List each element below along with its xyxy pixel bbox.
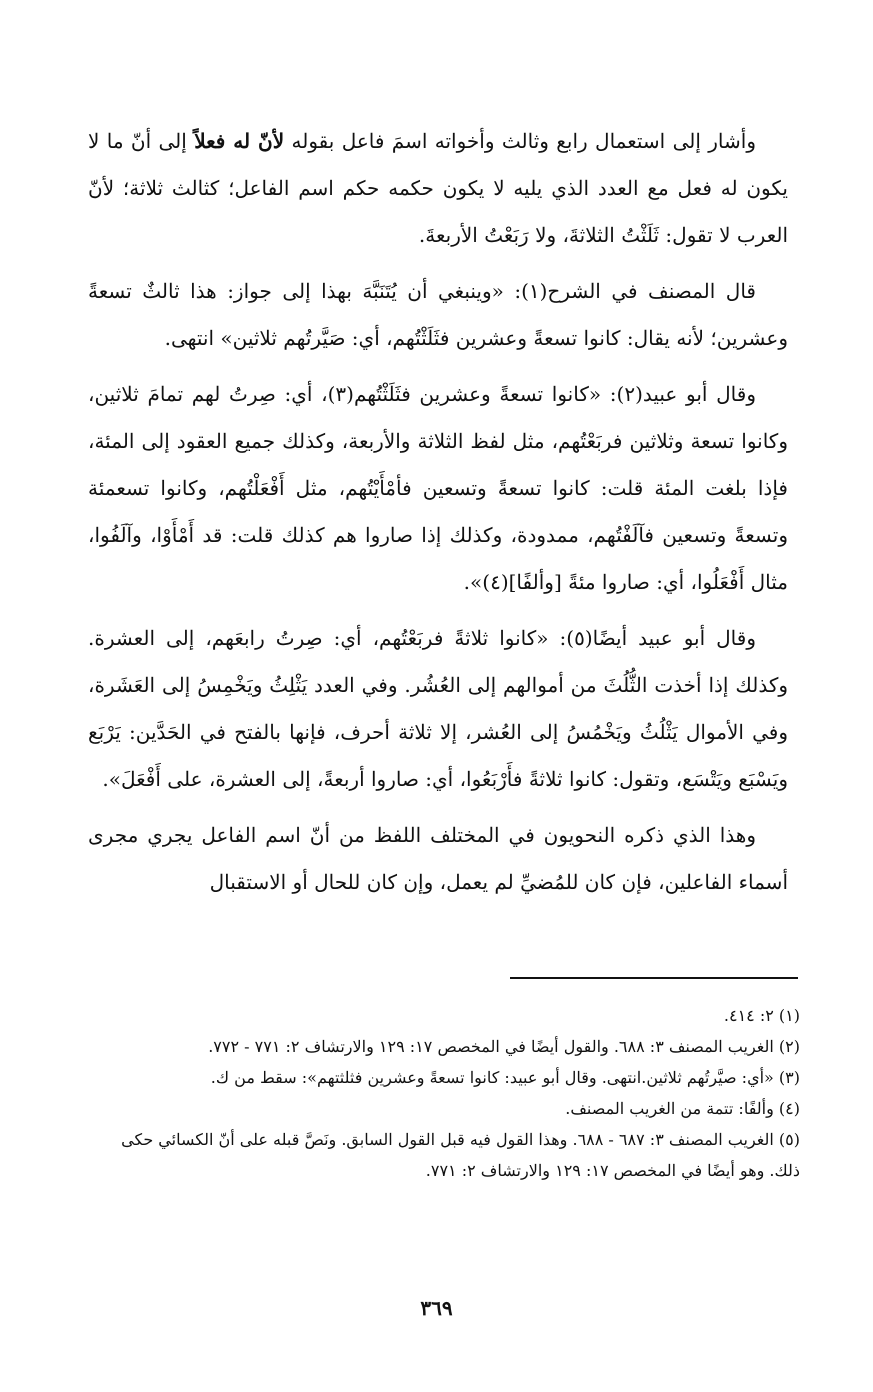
footnote-separator <box>510 977 798 979</box>
main-text <box>88 118 788 915</box>
footnotes <box>88 1000 800 1186</box>
paragraph-2: قال المصنف في الشرح(١): «وينبغي أن يُتَنَبَّهَ بهذا إلى جواز: هذا ثالثٌ تسعةً وعشرين؛ لأنه يقال: كانوا تسعةً وعشرين فثَلَثْتُهم، أي: صَيَّرتُهم ثلاثين» انتهى. <box>88 279 788 350</box>
footnote-3: (٣) «أي: صيَّرتُهم ثلاثين.انتهى. وقال أبو عبيد: كانوا تسعةً وعشرين فثلثتهم»: سقط من ك. <box>210 1068 800 1087</box>
paragraph-1-start: وأشار إلى استعمال رابع وثالث وأخواته اسمَ فاعل بقوله <box>284 129 756 153</box>
quoted-phrase: لأنّ له فعلاً <box>194 129 285 153</box>
footnote-5: (٥) الغريب المصنف ٣: ٦٨٧ - ٦٨٨. وهذا القول فيه قبل القول السابق. ونَصَّ قبله على أنّ الكسائي حكى ذلك. وهو أيضًا في المخصص ١٧: ١٢٩ والارتشاف ٢: ٧٧١. <box>121 1130 800 1180</box>
paragraph-4: وقال أبو عبيد أيضًا(٥): «كانوا ثلاثةً فربَعْتُهم، أي: صِرتُ رابعَهم، إلى العشرة. وكذلك إذا أخذت الثُّلُثَ من أموالهم إلى العُشُر. وفي العدد يَثْلِثُ ويَخْمِسُ إلى العَشَرة، وفي الأموال يَثْلُثُ ويَخْمُسُ إلى العُشر، إلا ثلاثة أحرف، فإنها بالفتح في الحَدَّين: يَرْبَع ويَسْبَع ويَتْسَع، وتقول: كانوا ثلاثةً فأَرْبَعُوا، أي: صاروا أربعةً، إلى العشرة، على أَفْعَلَ». <box>88 626 788 791</box>
footnote-1: (١) ٢: ٤١٤. <box>723 1006 800 1025</box>
footnote-4: (٤) وألفًا: تتمة من الغريب المصنف. <box>565 1099 800 1118</box>
paragraph-1 <box>88 118 788 259</box>
paragraph-3: وقال أبو عبيد(٢): «كانوا تسعةً وعشرين فثَلَثْتُهم(٣)، أي: صِرتُ لهم تمامَ ثلاثين، وكانوا تسعة وثلاثين فربَعْتُهم، مثل لفظ الثلاثة والأربعة، وكذلك جميع العقود إلى المئة، فإذا بلغت المئة قلت: كانوا تسعةً وتسعين فأمْأَيْتُهم، مثل أَفْعَلْتُهم، وكانوا تسعمئة وتسعةً وتسعين فآلَفْتُهم، ممدودة، وكذلك إذا صاروا هم كذلك قلت: قد أَمْأَوْا، وآلَفُوا، مثال أَفْعَلُوا، أي: صاروا مئةً [وألفًا](٤)». <box>88 382 788 594</box>
page-number: ٣٦٩ <box>420 1296 453 1320</box>
footnote-2: (٢) الغريب المصنف ٣: ٦٨٨. والقول أيضًا في المخصص ١٧: ١٢٩ والارتشاف ٢: ٧٧١ - ٧٧٢. <box>208 1037 800 1056</box>
paragraph-5: وهذا الذي ذكره النحويون في المختلف اللفظ من أنّ اسم الفاعل يجري مجرى أسماء الفاعلين، فإن كان للمُضيِّ لم يعمل، وإن كان للحال أو الاستقبال <box>88 823 788 894</box>
paragraph-1-rest: إلى أنّ ما لا يكون له فعل مع العدد الذي يليه لا يكون حكمه حكم اسم الفاعل؛ كثالث ثلاثة؛ لأنّ العرب لا تقول: ثَلَثْتُ الثلاثةَ، ولا رَبَعْتُ الأربعةَ. <box>88 129 788 247</box>
